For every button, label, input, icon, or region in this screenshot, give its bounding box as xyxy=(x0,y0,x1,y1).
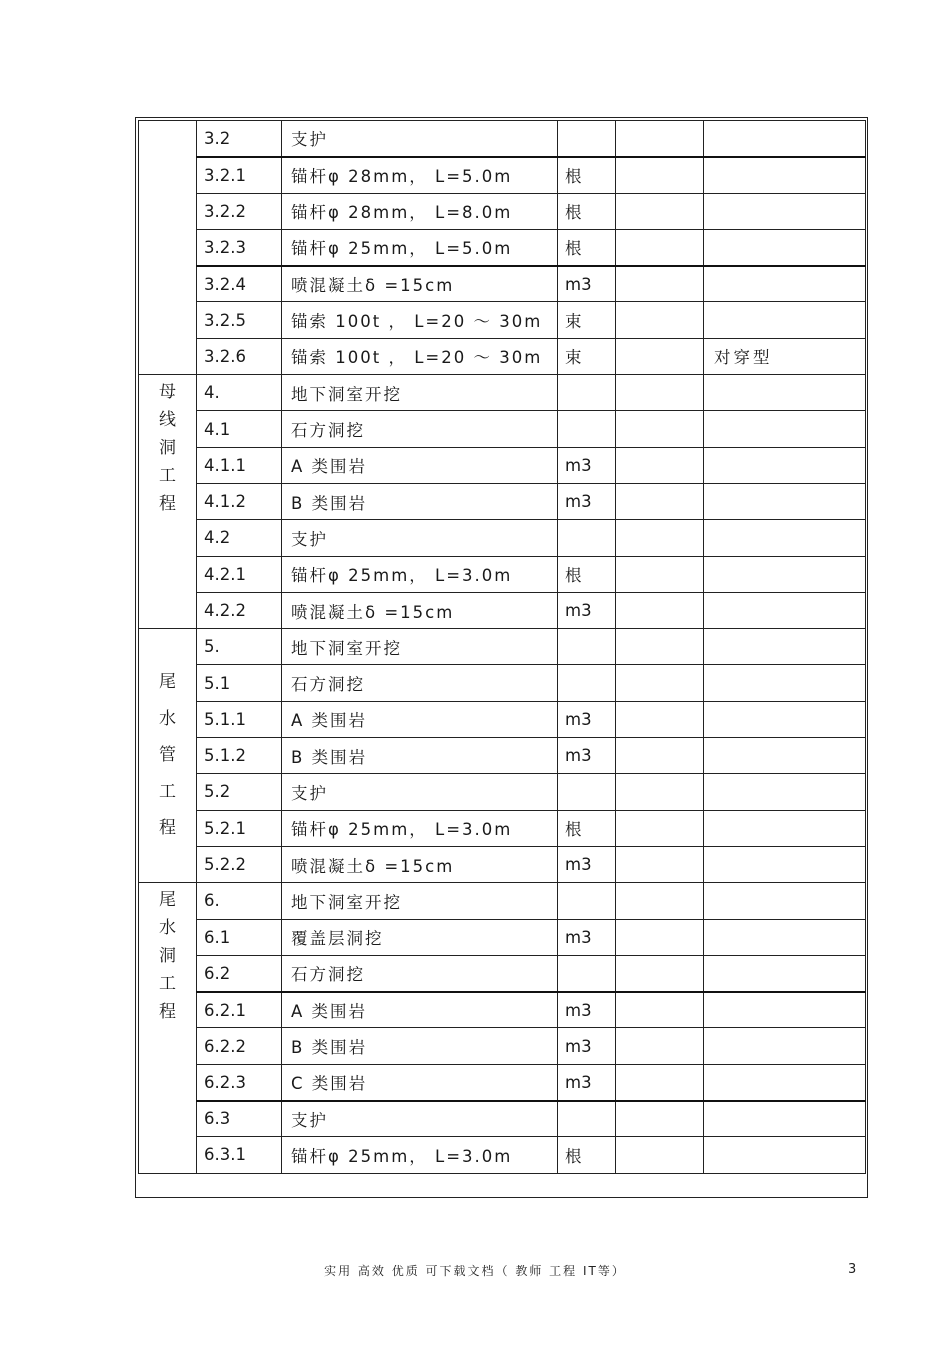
remark-cell xyxy=(704,955,866,991)
quantity-cell xyxy=(616,229,704,265)
unit-cell: 束 xyxy=(558,302,616,338)
quantity-cell xyxy=(616,774,704,810)
remark-cell xyxy=(704,1064,866,1100)
item-code-cell: 6.2.1 xyxy=(197,992,282,1028)
quantity-cell xyxy=(616,520,704,556)
item-name-cell: B 类围岩 xyxy=(282,738,558,774)
section-label-cell xyxy=(139,121,197,375)
section-label-char: 工 xyxy=(159,974,176,995)
quantity-cell xyxy=(616,701,704,737)
section-label-char: 洞 xyxy=(159,946,176,967)
item-name-cell: 地下洞室开挖 xyxy=(282,883,558,919)
section-label-char: 母 xyxy=(159,382,176,403)
unit-cell: m3 xyxy=(558,447,616,483)
remark-cell xyxy=(704,1028,866,1064)
remark-cell xyxy=(704,774,866,810)
quantity-cell xyxy=(616,883,704,919)
section-label-char: 尾 xyxy=(159,672,176,693)
quantity-cell xyxy=(616,592,704,628)
remark-cell xyxy=(704,121,866,157)
unit-cell: m3 xyxy=(558,483,616,519)
section-label-char: 洞 xyxy=(159,438,176,459)
remark-cell xyxy=(704,992,866,1028)
unit-cell: m3 xyxy=(558,738,616,774)
quantity-cell xyxy=(616,992,704,1028)
table-row xyxy=(139,592,866,628)
section-label-char: 水 xyxy=(159,708,176,729)
quantity-table-body xyxy=(139,121,866,1174)
section-label-cell xyxy=(139,883,197,1173)
section-label-char: 管 xyxy=(159,745,176,766)
unit-cell xyxy=(558,1101,616,1137)
quantity-cell xyxy=(616,483,704,519)
item-name-cell: B 类围岩 xyxy=(282,483,558,519)
unit-cell: 根 xyxy=(558,193,616,229)
table-row xyxy=(139,665,866,701)
item-code-cell: 5.1 xyxy=(197,665,282,701)
remark-cell xyxy=(704,447,866,483)
item-name-cell: 锚杆φ 25mm， L=3.0m xyxy=(282,556,558,592)
unit-cell xyxy=(558,883,616,919)
unit-cell xyxy=(558,375,616,411)
remark-cell xyxy=(704,375,866,411)
item-code-cell: 6.3.1 xyxy=(197,1137,282,1173)
item-name-cell: 支护 xyxy=(282,774,558,810)
item-name-cell: 石方洞挖 xyxy=(282,665,558,701)
table-row xyxy=(139,302,866,338)
item-code-cell: 3.2.3 xyxy=(197,229,282,265)
item-code-cell: 4.2 xyxy=(197,520,282,556)
item-name-cell: 喷混凝土δ =15cm xyxy=(282,592,558,628)
quantity-cell xyxy=(616,810,704,846)
item-name-cell: 石方洞挖 xyxy=(282,955,558,991)
remark-cell xyxy=(704,701,866,737)
table-row xyxy=(139,992,866,1028)
unit-cell xyxy=(558,411,616,447)
unit-cell: m3 xyxy=(558,1064,616,1100)
item-code-cell: 6.2.3 xyxy=(197,1064,282,1100)
unit-cell: m3 xyxy=(558,1028,616,1064)
unit-cell xyxy=(558,665,616,701)
table-row xyxy=(139,629,866,665)
item-code-cell: 5.2.1 xyxy=(197,810,282,846)
table-row xyxy=(139,121,866,157)
item-name-cell: 锚索 100t ， L=20 ～ 30m xyxy=(282,302,558,338)
item-code-cell: 4.1 xyxy=(197,411,282,447)
table-row xyxy=(139,229,866,265)
item-name-cell: A 类围岩 xyxy=(282,701,558,737)
quantity-cell xyxy=(616,302,704,338)
quantity-cell xyxy=(616,738,704,774)
item-name-cell: 支护 xyxy=(282,520,558,556)
table-row xyxy=(139,1101,866,1137)
table-row xyxy=(139,1028,866,1064)
item-code-cell: 4.2.2 xyxy=(197,592,282,628)
unit-cell: m3 xyxy=(558,919,616,955)
item-name-cell: 锚杆φ 28mm， L=8.0m xyxy=(282,193,558,229)
item-code-cell: 4. xyxy=(197,375,282,411)
item-name-cell: 锚杆φ 28mm， L=5.0m xyxy=(282,157,558,193)
remark-cell xyxy=(704,302,866,338)
item-code-cell: 4.1.2 xyxy=(197,483,282,519)
quantity-cell xyxy=(616,1028,704,1064)
table-row xyxy=(139,157,866,193)
quantity-cell xyxy=(616,266,704,302)
unit-cell: 根 xyxy=(558,157,616,193)
unit-cell: 根 xyxy=(558,556,616,592)
remark-cell xyxy=(704,266,866,302)
remark-cell xyxy=(704,629,866,665)
table-row xyxy=(139,338,866,374)
unit-cell: m3 xyxy=(558,992,616,1028)
table-row xyxy=(139,447,866,483)
quantity-cell xyxy=(616,1137,704,1173)
remark-cell xyxy=(704,157,866,193)
unit-cell: 束 xyxy=(558,338,616,374)
item-code-cell: 5.2.2 xyxy=(197,846,282,882)
remark-cell xyxy=(704,738,866,774)
quantity-cell xyxy=(616,411,704,447)
table-row xyxy=(139,193,866,229)
item-name-cell: 锚杆φ 25mm， L=3.0m xyxy=(282,810,558,846)
table-row xyxy=(139,846,866,882)
table-row xyxy=(139,810,866,846)
item-code-cell: 3.2.2 xyxy=(197,193,282,229)
table-row xyxy=(139,556,866,592)
quantity-cell xyxy=(616,157,704,193)
section-label-char: 水 xyxy=(159,918,176,939)
quantity-cell xyxy=(616,919,704,955)
table-row xyxy=(139,520,866,556)
unit-cell: m3 xyxy=(558,592,616,628)
quantity-table xyxy=(138,120,866,1174)
unit-cell: m3 xyxy=(558,266,616,302)
unit-cell xyxy=(558,774,616,810)
item-name-cell: C 类围岩 xyxy=(282,1064,558,1100)
item-name-cell: 支护 xyxy=(282,121,558,157)
table-row xyxy=(139,883,866,919)
item-code-cell: 4.1.1 xyxy=(197,447,282,483)
section-label-cell xyxy=(139,375,197,629)
unit-cell: m3 xyxy=(558,701,616,737)
item-name-cell: 锚杆φ 25mm， L=3.0m xyxy=(282,1137,558,1173)
table-row xyxy=(139,738,866,774)
item-code-cell: 6.2 xyxy=(197,955,282,991)
unit-cell: m3 xyxy=(558,846,616,882)
item-name-cell: 覆盖层洞挖 xyxy=(282,919,558,955)
table-row xyxy=(139,411,866,447)
item-code-cell: 6. xyxy=(197,883,282,919)
item-name-cell: A 类围岩 xyxy=(282,447,558,483)
section-label-char: 线 xyxy=(159,410,176,431)
item-name-cell: 锚杆φ 25mm， L=5.0m xyxy=(282,229,558,265)
section-label-char: 程 xyxy=(159,818,176,839)
unit-cell xyxy=(558,520,616,556)
item-name-cell: 喷混凝土δ =15cm xyxy=(282,846,558,882)
remark-cell xyxy=(704,193,866,229)
remark-cell xyxy=(704,1101,866,1137)
item-name-cell: 支护 xyxy=(282,1101,558,1137)
item-code-cell: 3.2.1 xyxy=(197,157,282,193)
unit-cell: 根 xyxy=(558,229,616,265)
item-code-cell: 5. xyxy=(197,629,282,665)
quantity-cell xyxy=(616,955,704,991)
section-label-char: 程 xyxy=(159,494,176,515)
page-number: 3 xyxy=(848,1262,857,1277)
table-row xyxy=(139,919,866,955)
item-name-cell: B 类围岩 xyxy=(282,1028,558,1064)
page-footer: 实用 高效 优质 可下载文档（ 教师 工程 IT等） xyxy=(324,1264,626,1278)
item-code-cell: 3.2.5 xyxy=(197,302,282,338)
item-code-cell: 5.1.2 xyxy=(197,738,282,774)
quantity-cell xyxy=(616,375,704,411)
section-label-char: 工 xyxy=(159,466,176,487)
item-name-cell: 喷混凝土δ =15cm xyxy=(282,266,558,302)
remark-cell xyxy=(704,883,866,919)
table-row xyxy=(139,1064,866,1100)
item-code-cell: 3.2.4 xyxy=(197,266,282,302)
section-label-cell xyxy=(139,629,197,883)
remark-cell xyxy=(704,846,866,882)
quantity-cell xyxy=(616,338,704,374)
remark-cell xyxy=(704,592,866,628)
unit-cell: 根 xyxy=(558,810,616,846)
item-code-cell: 6.1 xyxy=(197,919,282,955)
table-row xyxy=(139,266,866,302)
table-row xyxy=(139,774,866,810)
item-code-cell: 5.1.1 xyxy=(197,701,282,737)
unit-cell: 根 xyxy=(558,1137,616,1173)
quantity-cell xyxy=(616,1064,704,1100)
quantity-cell xyxy=(616,846,704,882)
item-name-cell: 地下洞室开挖 xyxy=(282,375,558,411)
quantity-cell xyxy=(616,193,704,229)
item-code-cell: 5.2 xyxy=(197,774,282,810)
item-code-cell: 3.2.6 xyxy=(197,338,282,374)
item-code-cell: 6.3 xyxy=(197,1101,282,1137)
remark-cell xyxy=(704,229,866,265)
table-row xyxy=(139,1137,866,1173)
remark-cell xyxy=(704,1137,866,1173)
table-row xyxy=(139,483,866,519)
item-name-cell: 石方洞挖 xyxy=(282,411,558,447)
table-row xyxy=(139,955,866,991)
item-name-cell: 地下洞室开挖 xyxy=(282,629,558,665)
remark-cell xyxy=(704,556,866,592)
remark-cell xyxy=(704,411,866,447)
quantity-cell xyxy=(616,629,704,665)
unit-cell xyxy=(558,629,616,665)
quantity-cell xyxy=(616,665,704,701)
remark-cell xyxy=(704,520,866,556)
remark-cell xyxy=(704,483,866,519)
remark-cell: 对穿型 xyxy=(704,338,866,374)
item-code-cell: 3.2 xyxy=(197,121,282,157)
quantity-cell xyxy=(616,447,704,483)
unit-cell xyxy=(558,121,616,157)
item-name-cell: A 类围岩 xyxy=(282,992,558,1028)
section-label-char: 工 xyxy=(159,781,176,802)
quantity-cell xyxy=(616,556,704,592)
remark-cell xyxy=(704,810,866,846)
unit-cell xyxy=(558,955,616,991)
quantity-cell xyxy=(616,121,704,157)
table-row xyxy=(139,375,866,411)
remark-cell xyxy=(704,919,866,955)
item-code-cell: 4.2.1 xyxy=(197,556,282,592)
item-code-cell: 6.2.2 xyxy=(197,1028,282,1064)
section-label-char: 程 xyxy=(159,1002,176,1023)
section-label-char: 尾 xyxy=(159,890,176,911)
quantity-cell xyxy=(616,1101,704,1137)
remark-cell xyxy=(704,665,866,701)
table-row xyxy=(139,701,866,737)
item-name-cell: 锚索 100t ， L=20 ～ 30m xyxy=(282,338,558,374)
